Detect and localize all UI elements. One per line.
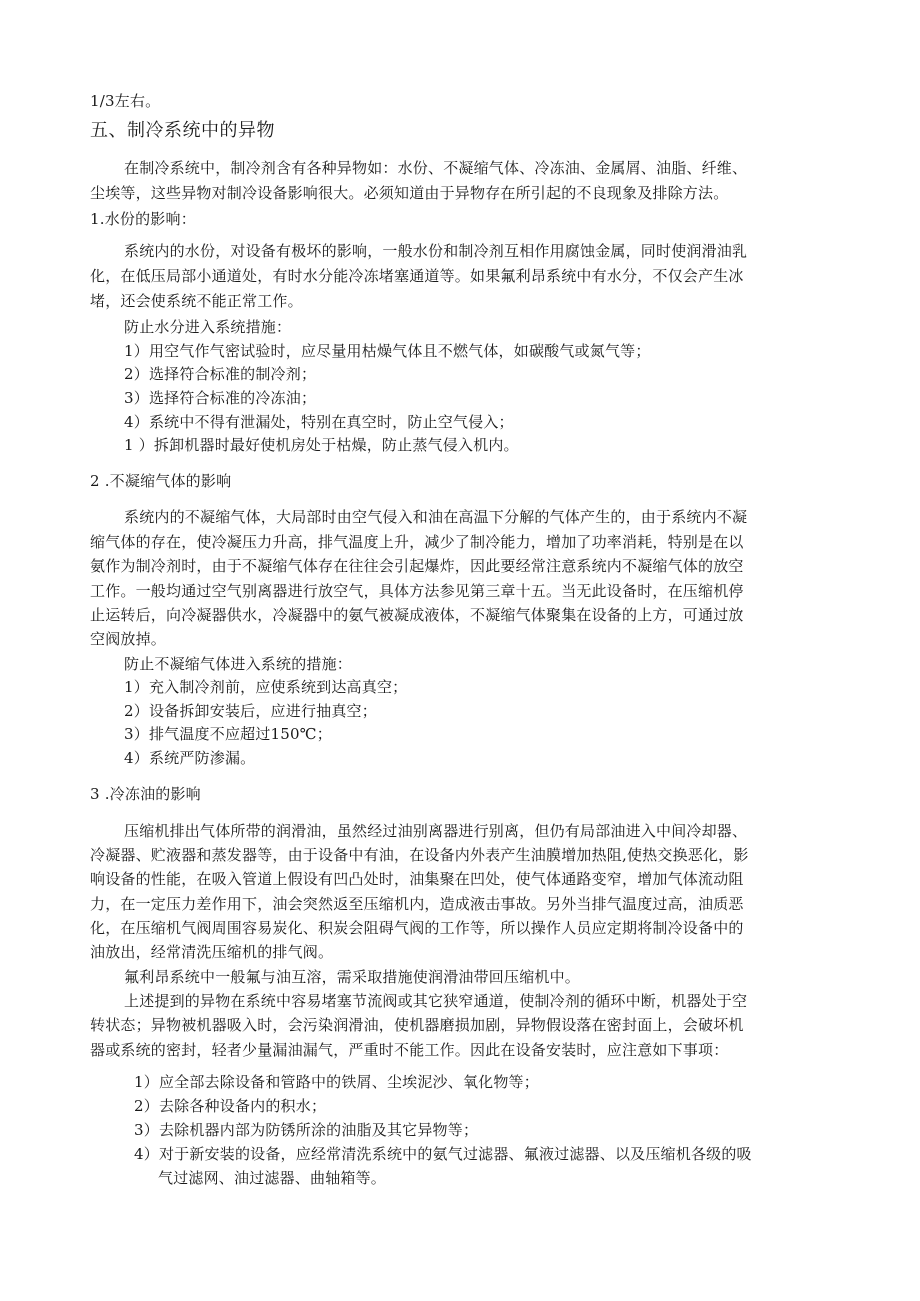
text-line: 油放出，经常清洗压缩机的排气阀。: [90, 943, 334, 961]
text-line: 氟利昂系统中一般氟与油互溶，需采取措施使润滑油带回压缩机中。: [124, 968, 581, 986]
text-line: 堵，还会使系统不能正常工作。: [90, 292, 303, 310]
text-line: 响设备的性能，在吸入管道上假设有凹凸处时，油集聚在凹处，使气体通路变窄，增加气体流动阻: [90, 870, 744, 888]
text-line: 防止水分进入系统措施：: [124, 318, 292, 336]
text-line: 器或系统的密封，轻者少量漏油漏气，严重时不能工作。因此在设备安装时，应注意如下事项：: [90, 1041, 729, 1059]
text-line: 系统内的不凝缩气体，大局部时由空气侵入和油在高温下分解的气体产生的，由于系统内不凝: [124, 508, 748, 526]
subsection-heading: 1.水份的影响：: [90, 210, 196, 228]
list-item: 1 ）拆卸机器时最好使机房处于枯燥，防止蒸气侵入机内。: [124, 436, 519, 454]
text-line: 冷凝器、贮液器和蒸发器等，由于设备中有油，在设备内外表产生油膜增加热阻,使热交换恶化，影: [90, 846, 749, 864]
text-line: 尘埃等，这些异物对制冷设备影响很大。必须知道由于异物存在所引起的不良现象及排除方法。: [90, 184, 729, 202]
section-heading: 五、制冷系统中的异物: [90, 120, 275, 141]
list-item: 1）应全部去除设备和管路中的铁屑、尘埃泥沙、氧化物等；: [134, 1073, 539, 1091]
subsection-heading: 3 .冷冻油的影响: [90, 785, 201, 803]
text-line: 空阀放掉。: [90, 630, 167, 648]
list-item: 2）选择符合标准的制冷剂；: [124, 365, 317, 383]
list-item: 气过滤网、油过滤器、曲轴箱等。: [158, 1169, 387, 1187]
text-line: 转状态；异物被机器吸入时，会污染润滑油，使机器磨损加剧，异物假设落在密封面上，会破坏机: [90, 1016, 744, 1034]
list-item: 3）去除机器内部为防锈所涂的油脂及其它异物等；: [134, 1121, 479, 1139]
text-line: 上述提到的异物在系统中容易堵塞节流阀或其它狭窄通道，使制冷剂的循环中断，机器处于空: [124, 992, 748, 1010]
text-line: 止运转后，向冷凝器供水，冷凝器中的氨气被凝成液体，不凝缩气体聚集在设备的上方，可通过放: [90, 606, 744, 624]
list-item: 1）用空气作气密试验时，应尽量用枯燥气体且不燃气体，如碳酸气或氮气等；: [124, 342, 651, 360]
list-item: 4）系统中不得有泄漏处，特别在真空时，防止空气侵入；: [124, 413, 514, 431]
list-item: 2）设备拆卸安装后，应进行抽真空；: [124, 702, 377, 720]
text-line: 力，在一定压力差作用下，油会突然返至压缩机内，造成液击事故。另外当排气温度过高，油质恶: [90, 895, 744, 913]
subsection-heading: 2 .不凝缩气体的影响: [90, 472, 232, 490]
list-item: 3）排气温度不应超过150℃；: [124, 725, 332, 743]
text-line: 系统内的水份，对设备有极坏的影响，一般水份和制冷剂互相作用腐蚀金属，同时使润滑油乳: [124, 242, 748, 260]
list-item: 4）对于新安装的设备，应经常清洗系统中的氨气过滤器、氟液过滤器、以及压缩机各级的吸: [134, 1145, 752, 1163]
list-item: 4）系统严防渗漏。: [124, 749, 256, 767]
text-line: 氨作为制冷剂时，由于不凝缩气体存在往往会引起爆炸，因此要经常注意系统内不凝缩气体的放空: [90, 557, 744, 575]
list-item: 2）去除各种设备内的积水；: [134, 1097, 327, 1115]
text-line: 缩气体的存在，使冷凝压力升高，排气温度上升，减少了制冷能力，增加了功率消耗，特别是在以: [90, 533, 744, 551]
list-item: 1）充入制冷剂前，应使系统到达高真空；: [124, 678, 408, 696]
text-line: 工作。一般均通过空气别离器进行放空气，具体方法参见第三章十五。当无此设备时，在压缩机停: [90, 582, 744, 600]
text-line: 压缩机排出气体所带的润滑油，虽然经过油别离器进行别离，但仍有局部油进入中间冷却器、: [124, 822, 748, 840]
text-line: 化，在压缩机气阀周围容易炭化、积炭会阻碍气阀的工作等，所以操作人员应定期将制冷设备中的: [90, 919, 744, 937]
text-line: 在制冷系统中，制冷剂含有各种异物如：水份、不凝缩气体、冷冻油、金属屑、油脂、纤维、: [124, 159, 748, 177]
list-item: 3）选择符合标准的冷冻油；: [124, 389, 317, 407]
text-line: 化，在低压局部小通道处，有时水分能冷冻堵塞通道等。如果氟利昂系统中有水分，不仅会产生冰: [90, 267, 744, 285]
text-line: 防止不凝缩气体进入系统的措施：: [124, 655, 353, 673]
text-line: 1/3左右。: [90, 92, 161, 110]
